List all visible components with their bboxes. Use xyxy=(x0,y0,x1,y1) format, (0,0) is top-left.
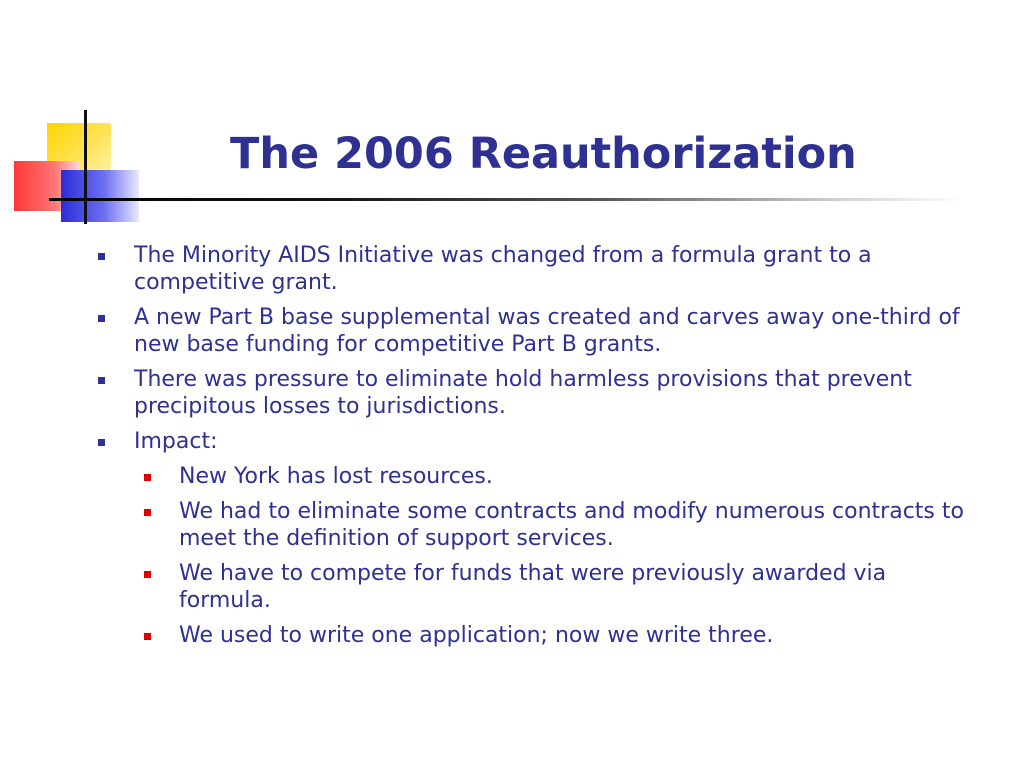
bullet-square-icon xyxy=(98,253,105,260)
sub-bullet-text: We used to write one application; now we write three. xyxy=(179,623,774,648)
bullet-square-icon xyxy=(98,377,105,384)
bullet-text: The Minority AIDS Initiative was changed from a formula grant to a competitive grant. xyxy=(134,243,872,295)
bullet-text: Impact: xyxy=(134,429,218,454)
bullet-text: A new Part B base supplemental was created and carves away one-third of new base funding for competitive Part B grants. xyxy=(134,305,960,357)
sub-bullet-square-icon xyxy=(144,571,151,578)
title-underline xyxy=(49,198,964,201)
sub-bullet-item xyxy=(142,560,976,614)
sub-bullet-square-icon xyxy=(144,633,151,640)
sub-bullet-item xyxy=(142,463,976,490)
bullet-list xyxy=(96,242,976,657)
sub-bullet-square-icon xyxy=(144,474,151,481)
sub-bullet-item xyxy=(142,622,976,649)
sub-bullet-item xyxy=(142,498,976,552)
bullet-square-icon xyxy=(98,439,105,446)
slide-title: The 2006 Reauthorization xyxy=(230,129,857,179)
logo-vertical-line xyxy=(84,110,87,224)
bullet-text: There was pressure to eliminate hold harmless provisions that prevent precipitous losses to jurisdictions. xyxy=(134,367,912,419)
slide-logo-graphic xyxy=(0,0,160,240)
sub-bullet-text: We have to compete for funds that were previously awarded via formula. xyxy=(179,561,887,613)
bullet-item xyxy=(96,242,976,296)
bullet-item xyxy=(96,304,976,358)
logo-blue-square xyxy=(61,170,139,222)
sub-bullet-text: New York has lost resources. xyxy=(179,464,493,489)
bullet-square-icon xyxy=(98,315,105,322)
bullet-item xyxy=(96,366,976,420)
sub-bullet-text: We had to eliminate some contracts and modify numerous contracts to meet the definition of support services. xyxy=(179,499,964,551)
sub-bullet-square-icon xyxy=(144,509,151,516)
bullet-item xyxy=(96,428,976,455)
